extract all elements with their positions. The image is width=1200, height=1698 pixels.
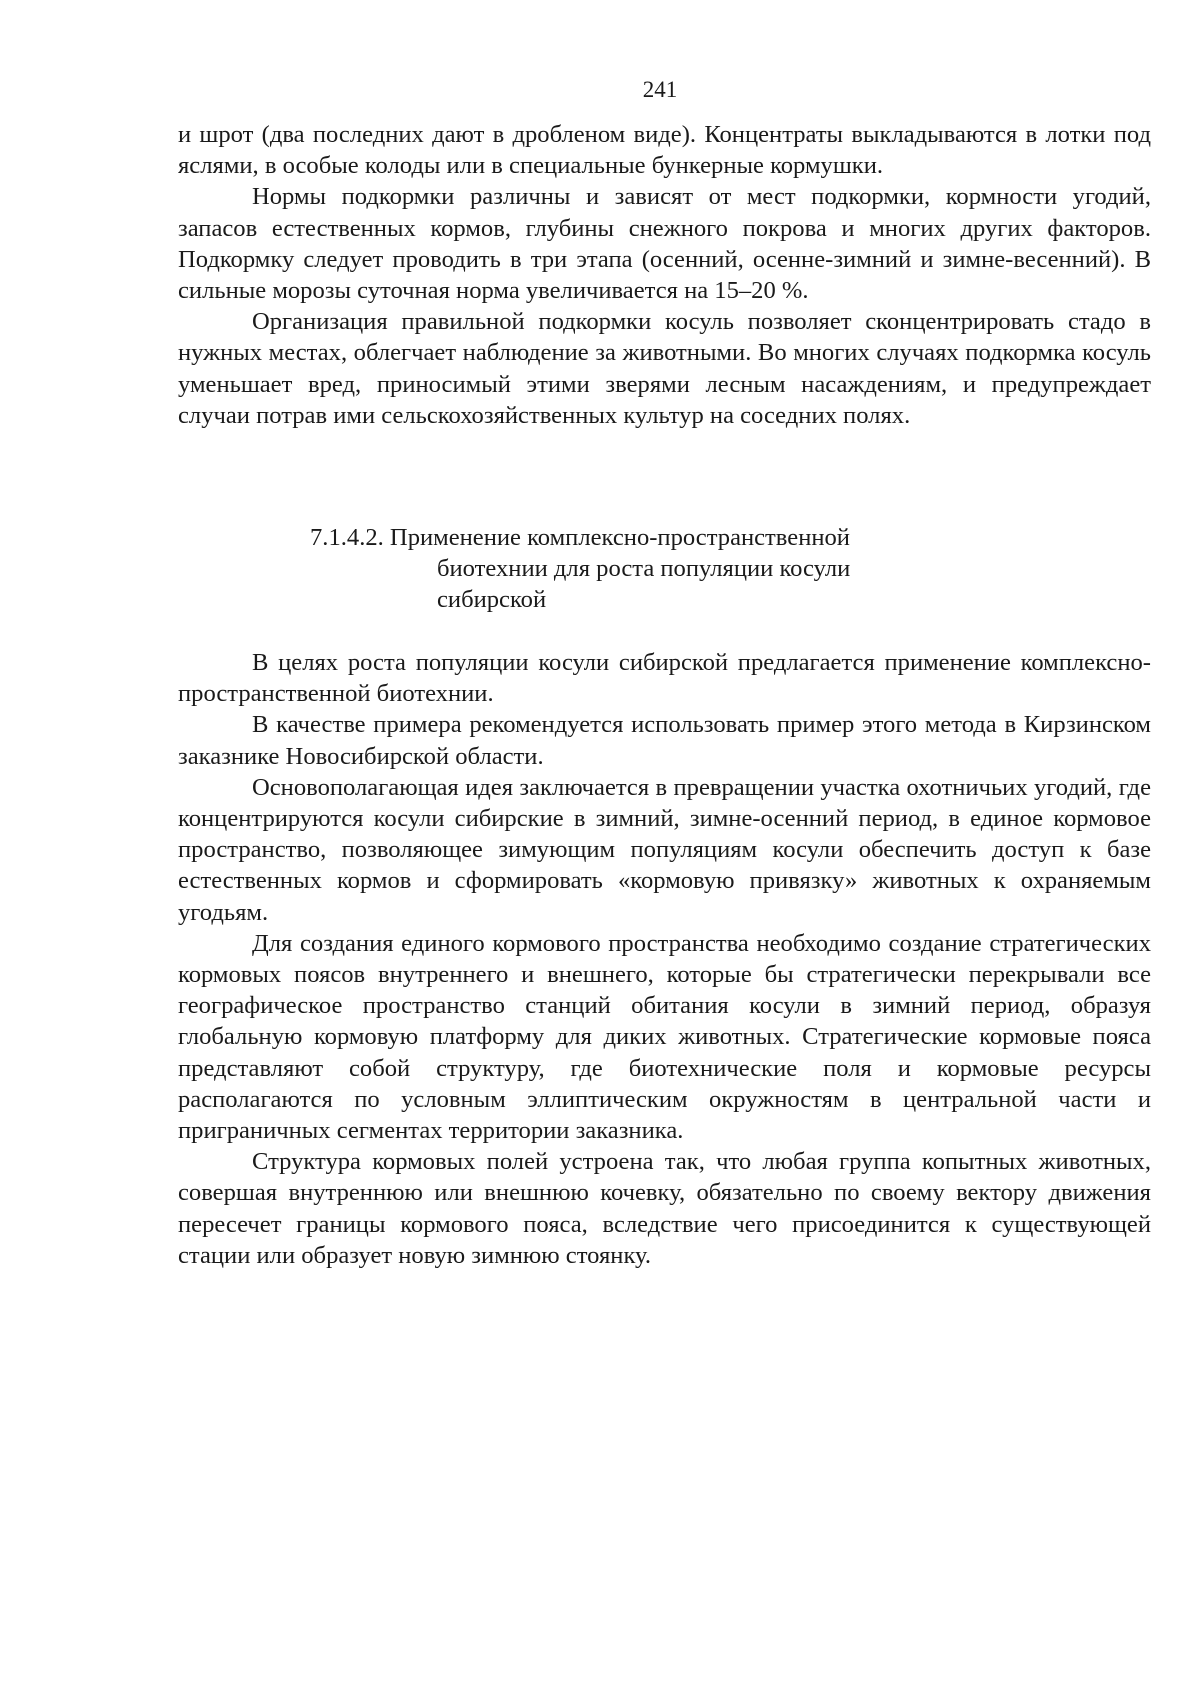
paragraph: В качестве примера рекомендуется использовать пример этого метода в Кирзинском заказнике Новосибирской области. [178,711,1151,770]
paragraph: Структура кормовых полей устроена так, что любая группа копытных животных, совершая внутреннюю или внешнюю кочевку, обязательно по своему вектору движения пересечет границы кормового пояса, вследствие чего присоединится к существующей стации или образует новую зимнюю стоянку. [178,1148,1151,1269]
heading-line: биотехнии для роста популяции косули [437,555,851,583]
text-block-top [178,119,1151,431]
paragraph: Основополагающая идея заключается в превращении участка охотничьих угодий, где концентрируются косули сибирские в зимний, зимне-осенний период, в единое кормовое пространство, позволяющее зимующим популяциям косули обеспечить доступ к базе естественных кормов и сформировать «кормовую привязку» животных к охраняемым угодьям. [178,773,1151,926]
paragraph: Организация правильной подкормки косуль позволяет сконцентрировать стадо в нужных местах, облегчает наблюдение за животными. Во многих случаях подкормка косуль уменьшает вред, приносимый этими зверями лесным насаждениям, и предупреждает случаи потрав ими сельскохозяйственных культур на соседних полях. [178,308,1151,429]
section-heading [310,522,930,616]
paragraph: Для создания единого кормового пространства необходимо создание стратегических кормовых поясов внутреннего и внешнего, которые бы стратегически перекрывали все географическое пространство станций обитания косули в зимний период, образуя глобальную кормовую платформу для диких животных. Стратегические кормовые пояса представляют собой структуру, где биотехнические поля и кормовые ресурсы располагаются по условным эллиптическим окружностям в центральной части и приграничных сегментах территории заказника. [178,929,1151,1145]
heading-line: 7.1.4.2. Применение комплексно-пространственной [310,524,850,551]
text-block-bottom [178,647,1151,1271]
paragraph: В целях роста популяции косули сибирской предлагается применение комплексно-пространственной биотехнии. [178,649,1151,708]
paragraph: Нормы подкормки различны и зависят от мест подкормки, кормности угодий, запасов естественных кормов, глубины снежного покрова и многих других факторов. Подкормку следует проводить в три этапа (осенний, осенне-зимний и зимне-весенний). В сильные морозы суточная норма увеличивается на 15–20 %. [178,183,1151,305]
heading-line: сибирской [437,586,547,614]
paragraph: и шрот (два последних дают в дробленом виде). Концентраты выкладываются в лотки под яслями, в особые колоды или в специальные бункерные кормушки. [178,121,1151,180]
page-number: 241 [642,77,678,102]
